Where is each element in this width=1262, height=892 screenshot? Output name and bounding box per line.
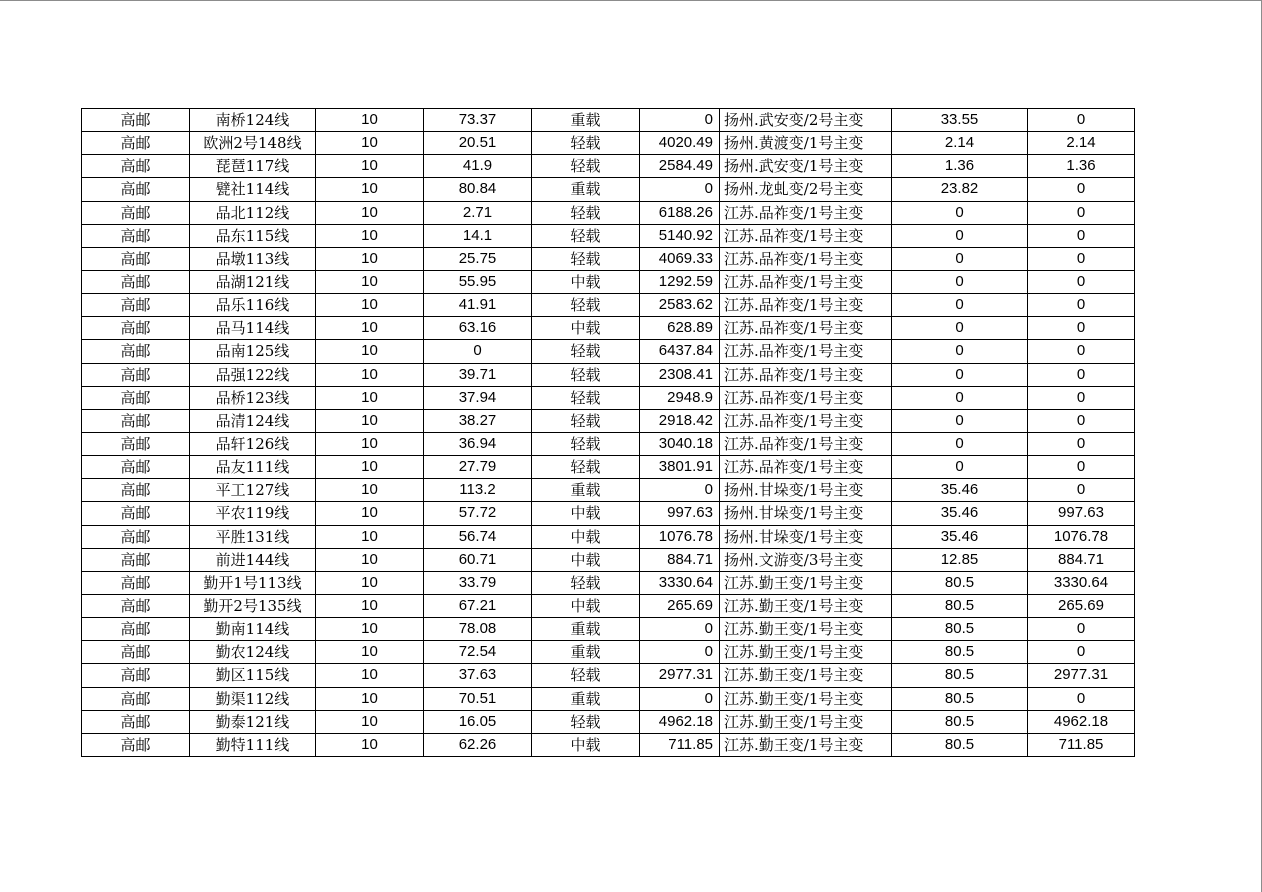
substation-transformer-cell[interactable]: 江苏.品祚变/1号主变 (720, 409, 892, 432)
table-row (82, 132, 1135, 155)
load-status-cell[interactable]: 轻载 (532, 155, 640, 178)
voltage-cell[interactable]: 10 (316, 594, 424, 617)
load-status-cell[interactable]: 轻载 (532, 201, 640, 224)
load-rate-cell[interactable]: 55.95 (424, 270, 532, 293)
table-row (82, 409, 1135, 432)
spare-capacity-cell[interactable]: 265.69 (640, 594, 720, 617)
transformer-load-rate-cell[interactable]: 0 (892, 247, 1028, 270)
load-rate-cell[interactable]: 73.37 (424, 109, 532, 132)
substation-transformer-cell[interactable]: 江苏.品祚变/1号主变 (720, 432, 892, 455)
load-status-cell[interactable]: 中载 (532, 525, 640, 548)
region-cell[interactable]: 高邮 (82, 270, 190, 293)
substation-transformer-cell[interactable]: 江苏.品祚变/1号主变 (720, 247, 892, 270)
load-rate-cell[interactable]: 25.75 (424, 247, 532, 270)
voltage-cell[interactable]: 10 (316, 525, 424, 548)
voltage-cell[interactable]: 10 (316, 733, 424, 756)
substation-transformer-cell[interactable]: 江苏.品祚变/1号主变 (720, 270, 892, 293)
load-status-cell[interactable]: 轻载 (532, 386, 640, 409)
table-row (82, 294, 1135, 317)
load-status-cell[interactable]: 轻载 (532, 710, 640, 733)
feeder-name-cell[interactable]: 品湖121线 (190, 270, 316, 293)
substation-transformer-cell[interactable]: 江苏.品祚变/1号主变 (720, 201, 892, 224)
transformer-load-rate-cell[interactable]: 0 (892, 340, 1028, 363)
feeder-name-cell[interactable]: 品南125线 (190, 340, 316, 363)
transformer-load-rate-cell[interactable]: 33.55 (892, 109, 1028, 132)
feeder-name-cell[interactable]: 勤渠112线 (190, 687, 316, 710)
spare-capacity-cell[interactable]: 711.85 (640, 733, 720, 756)
load-status-cell[interactable]: 中载 (532, 733, 640, 756)
load-status-cell[interactable]: 轻载 (532, 247, 640, 270)
transferable-capacity-cell[interactable]: 1.36 (1028, 155, 1135, 178)
table-row (82, 710, 1135, 733)
transferable-capacity-cell[interactable]: 997.63 (1028, 502, 1135, 525)
table-row (82, 641, 1135, 664)
voltage-cell[interactable]: 10 (316, 409, 424, 432)
load-rate-cell[interactable]: 16.05 (424, 710, 532, 733)
load-rate-cell[interactable]: 63.16 (424, 317, 532, 340)
load-status-cell[interactable]: 重载 (532, 109, 640, 132)
substation-transformer-cell[interactable]: 扬州.武安变/2号主变 (720, 109, 892, 132)
table-row (82, 109, 1135, 132)
voltage-cell[interactable]: 10 (316, 432, 424, 455)
table-row (82, 548, 1135, 571)
spare-capacity-cell[interactable]: 5140.92 (640, 224, 720, 247)
substation-transformer-cell[interactable]: 江苏.品祚变/1号主变 (720, 386, 892, 409)
transformer-load-rate-cell[interactable]: 80.5 (892, 664, 1028, 687)
transferable-capacity-cell[interactable]: 0 (1028, 479, 1135, 502)
load-rate-cell[interactable]: 80.84 (424, 178, 532, 201)
transferable-capacity-cell[interactable]: 0 (1028, 294, 1135, 317)
load-rate-cell[interactable]: 60.71 (424, 548, 532, 571)
spare-capacity-cell[interactable]: 0 (640, 109, 720, 132)
spare-capacity-cell[interactable]: 3801.91 (640, 456, 720, 479)
load-status-cell[interactable]: 轻载 (532, 294, 640, 317)
load-status-cell[interactable]: 重载 (532, 687, 640, 710)
voltage-cell[interactable]: 10 (316, 664, 424, 687)
region-cell[interactable]: 高邮 (82, 548, 190, 571)
substation-transformer-cell[interactable]: 江苏.品祚变/1号主变 (720, 340, 892, 363)
load-rate-cell[interactable]: 0 (424, 340, 532, 363)
table-row (82, 155, 1135, 178)
region-cell[interactable]: 高邮 (82, 710, 190, 733)
transferable-capacity-cell[interactable]: 2.14 (1028, 132, 1135, 155)
feeder-name-cell[interactable]: 平农119线 (190, 502, 316, 525)
feeder-name-cell[interactable]: 品友111线 (190, 456, 316, 479)
load-rate-cell[interactable]: 37.94 (424, 386, 532, 409)
feeder-name-cell[interactable]: 平胜131线 (190, 525, 316, 548)
transformer-load-rate-cell[interactable]: 0 (892, 294, 1028, 317)
transformer-load-rate-cell[interactable]: 0 (892, 224, 1028, 247)
transformer-load-rate-cell[interactable]: 35.46 (892, 525, 1028, 548)
spare-capacity-cell[interactable]: 4069.33 (640, 247, 720, 270)
voltage-cell[interactable]: 10 (316, 317, 424, 340)
table-row (82, 340, 1135, 363)
load-rate-cell[interactable]: 78.08 (424, 618, 532, 641)
table-row (82, 594, 1135, 617)
table-row (82, 201, 1135, 224)
voltage-cell[interactable]: 10 (316, 109, 424, 132)
feeder-name-cell[interactable]: 品桥123线 (190, 386, 316, 409)
substation-transformer-cell[interactable]: 江苏.品祚变/1号主变 (720, 224, 892, 247)
region-cell[interactable]: 高邮 (82, 340, 190, 363)
spare-capacity-cell[interactable]: 0 (640, 479, 720, 502)
region-cell[interactable]: 高邮 (82, 178, 190, 201)
substation-transformer-cell[interactable]: 扬州.甘垛变/1号主变 (720, 479, 892, 502)
voltage-cell[interactable]: 10 (316, 363, 424, 386)
feeder-name-cell[interactable]: 品东115线 (190, 224, 316, 247)
transferable-capacity-cell[interactable]: 0 (1028, 340, 1135, 363)
substation-transformer-cell[interactable]: 江苏.勤王变/1号主变 (720, 664, 892, 687)
load-status-cell[interactable]: 轻载 (532, 340, 640, 363)
transformer-load-rate-cell[interactable]: 1.36 (892, 155, 1028, 178)
voltage-cell[interactable]: 10 (316, 178, 424, 201)
spare-capacity-cell[interactable]: 628.89 (640, 317, 720, 340)
feeder-name-cell[interactable]: 琵琶117线 (190, 155, 316, 178)
transformer-load-rate-cell[interactable]: 0 (892, 409, 1028, 432)
voltage-cell[interactable]: 10 (316, 224, 424, 247)
substation-transformer-cell[interactable]: 扬州.武安变/1号主变 (720, 155, 892, 178)
load-status-cell[interactable]: 轻载 (532, 571, 640, 594)
load-status-cell[interactable]: 中载 (532, 317, 640, 340)
transferable-capacity-cell[interactable]: 0 (1028, 270, 1135, 293)
transferable-capacity-cell[interactable]: 884.71 (1028, 548, 1135, 571)
transformer-load-rate-cell[interactable]: 80.5 (892, 618, 1028, 641)
table-row (82, 363, 1135, 386)
feeder-name-cell[interactable]: 勤农124线 (190, 641, 316, 664)
region-cell[interactable]: 高邮 (82, 456, 190, 479)
region-cell[interactable]: 高邮 (82, 294, 190, 317)
load-rate-cell[interactable]: 38.27 (424, 409, 532, 432)
transferable-capacity-cell[interactable]: 0 (1028, 201, 1135, 224)
feeder-name-cell[interactable]: 勤特111线 (190, 733, 316, 756)
transformer-load-rate-cell[interactable]: 80.5 (892, 641, 1028, 664)
feeder-name-cell[interactable]: 品墩113线 (190, 247, 316, 270)
feeder-name-cell[interactable]: 勤区115线 (190, 664, 316, 687)
feeder-name-cell[interactable]: 品乐116线 (190, 294, 316, 317)
load-status-cell[interactable]: 中载 (532, 502, 640, 525)
load-rate-cell[interactable]: 27.79 (424, 456, 532, 479)
table-row (82, 664, 1135, 687)
load-status-cell[interactable]: 轻载 (532, 409, 640, 432)
spare-capacity-cell[interactable]: 1076.78 (640, 525, 720, 548)
region-cell[interactable]: 高邮 (82, 432, 190, 455)
table-row (82, 525, 1135, 548)
region-cell[interactable]: 高邮 (82, 363, 190, 386)
transferable-capacity-cell[interactable]: 0 (1028, 178, 1135, 201)
table-row (82, 456, 1135, 479)
table-row (82, 733, 1135, 756)
voltage-cell[interactable]: 10 (316, 641, 424, 664)
load-status-cell[interactable]: 轻载 (532, 363, 640, 386)
feeder-name-cell[interactable]: 品轩126线 (190, 432, 316, 455)
table-row (82, 618, 1135, 641)
transformer-load-rate-cell[interactable]: 0 (892, 386, 1028, 409)
region-cell[interactable]: 高邮 (82, 479, 190, 502)
feeder-name-cell[interactable]: 勤南114线 (190, 618, 316, 641)
spare-capacity-cell[interactable]: 1292.59 (640, 270, 720, 293)
transferable-capacity-cell[interactable]: 0 (1028, 409, 1135, 432)
region-cell[interactable]: 高邮 (82, 155, 190, 178)
transferable-capacity-cell[interactable]: 1076.78 (1028, 525, 1135, 548)
voltage-cell[interactable]: 10 (316, 687, 424, 710)
voltage-cell[interactable]: 10 (316, 155, 424, 178)
load-status-cell[interactable]: 中载 (532, 594, 640, 617)
load-rate-cell[interactable]: 36.94 (424, 432, 532, 455)
feeder-name-cell[interactable]: 品北112线 (190, 201, 316, 224)
spare-capacity-cell[interactable]: 2308.41 (640, 363, 720, 386)
transferable-capacity-cell[interactable]: 711.85 (1028, 733, 1135, 756)
feeder-name-cell[interactable]: 前进144线 (190, 548, 316, 571)
transferable-capacity-cell[interactable]: 4962.18 (1028, 710, 1135, 733)
region-cell[interactable]: 高邮 (82, 618, 190, 641)
load-rate-cell[interactable]: 20.51 (424, 132, 532, 155)
load-rate-cell[interactable]: 72.54 (424, 641, 532, 664)
substation-transformer-cell[interactable]: 江苏.品祚变/1号主变 (720, 363, 892, 386)
transferable-capacity-cell[interactable]: 0 (1028, 641, 1135, 664)
transferable-capacity-cell[interactable]: 0 (1028, 224, 1135, 247)
voltage-cell[interactable]: 10 (316, 502, 424, 525)
substation-transformer-cell[interactable]: 江苏.品祚变/1号主变 (720, 317, 892, 340)
transferable-capacity-cell[interactable]: 0 (1028, 456, 1135, 479)
substation-transformer-cell[interactable]: 江苏.勤王变/1号主变 (720, 641, 892, 664)
transformer-load-rate-cell[interactable]: 80.5 (892, 687, 1028, 710)
feeder-name-cell[interactable]: 品清124线 (190, 409, 316, 432)
substation-transformer-cell[interactable]: 江苏.勤王变/1号主变 (720, 733, 892, 756)
load-rate-cell[interactable]: 41.91 (424, 294, 532, 317)
load-status-cell[interactable]: 轻载 (532, 456, 640, 479)
voltage-cell[interactable]: 10 (316, 618, 424, 641)
transformer-load-rate-cell[interactable]: 0 (892, 201, 1028, 224)
region-cell[interactable]: 高邮 (82, 664, 190, 687)
spare-capacity-cell[interactable]: 0 (640, 687, 720, 710)
load-status-cell[interactable]: 重载 (532, 178, 640, 201)
transformer-load-rate-cell[interactable]: 0 (892, 363, 1028, 386)
voltage-cell[interactable]: 10 (316, 456, 424, 479)
substation-transformer-cell[interactable]: 扬州.龙虬变/2号主变 (720, 178, 892, 201)
feeder-name-cell[interactable]: 平工127线 (190, 479, 316, 502)
spare-capacity-cell[interactable]: 2977.31 (640, 664, 720, 687)
region-cell[interactable]: 高邮 (82, 733, 190, 756)
region-cell[interactable]: 高邮 (82, 317, 190, 340)
feeder-name-cell[interactable]: 勤泰121线 (190, 710, 316, 733)
substation-transformer-cell[interactable]: 江苏.勤王变/1号主变 (720, 710, 892, 733)
table-row (82, 571, 1135, 594)
region-cell[interactable]: 高邮 (82, 132, 190, 155)
transformer-load-rate-cell[interactable]: 0 (892, 317, 1028, 340)
transformer-load-rate-cell[interactable]: 2.14 (892, 132, 1028, 155)
transformer-load-rate-cell[interactable]: 12.85 (892, 548, 1028, 571)
region-cell[interactable]: 高邮 (82, 641, 190, 664)
load-status-cell[interactable]: 重载 (532, 618, 640, 641)
table-row (82, 687, 1135, 710)
load-status-cell[interactable]: 重载 (532, 479, 640, 502)
region-cell[interactable]: 高邮 (82, 571, 190, 594)
transferable-capacity-cell[interactable]: 3330.64 (1028, 571, 1135, 594)
substation-transformer-cell[interactable]: 扬州.黄渡变/1号主变 (720, 132, 892, 155)
table-row (82, 479, 1135, 502)
transformer-load-rate-cell[interactable]: 80.5 (892, 594, 1028, 617)
substation-transformer-cell[interactable]: 扬州.甘垛变/1号主变 (720, 525, 892, 548)
load-rate-cell[interactable]: 14.1 (424, 224, 532, 247)
region-cell[interactable]: 高邮 (82, 224, 190, 247)
load-status-cell[interactable]: 轻载 (532, 224, 640, 247)
voltage-cell[interactable]: 10 (316, 201, 424, 224)
load-status-cell[interactable]: 轻载 (532, 432, 640, 455)
spare-capacity-cell[interactable]: 884.71 (640, 548, 720, 571)
transferable-capacity-cell[interactable]: 2977.31 (1028, 664, 1135, 687)
voltage-cell[interactable]: 10 (316, 247, 424, 270)
feeder-name-cell[interactable]: 品强122线 (190, 363, 316, 386)
load-rate-cell[interactable]: 62.26 (424, 733, 532, 756)
table-row (82, 502, 1135, 525)
voltage-cell[interactable]: 10 (316, 571, 424, 594)
transferable-capacity-cell[interactable]: 0 (1028, 363, 1135, 386)
load-rate-cell[interactable]: 70.51 (424, 687, 532, 710)
transferable-capacity-cell[interactable]: 0 (1028, 317, 1135, 340)
region-cell[interactable]: 高邮 (82, 109, 190, 132)
transformer-load-rate-cell[interactable]: 35.46 (892, 502, 1028, 525)
table-row (82, 178, 1135, 201)
substation-transformer-cell[interactable]: 江苏.勤王变/1号主变 (720, 687, 892, 710)
transformer-load-rate-cell[interactable]: 35.46 (892, 479, 1028, 502)
region-cell[interactable]: 高邮 (82, 386, 190, 409)
table-row (82, 432, 1135, 455)
feeder-name-cell[interactable]: 品马114线 (190, 317, 316, 340)
voltage-cell[interactable]: 10 (316, 270, 424, 293)
table-row (82, 317, 1135, 340)
voltage-cell[interactable]: 10 (316, 479, 424, 502)
spare-capacity-cell[interactable]: 4020.49 (640, 132, 720, 155)
substation-transformer-cell[interactable]: 江苏.勤王变/1号主变 (720, 594, 892, 617)
load-rate-cell[interactable]: 67.21 (424, 594, 532, 617)
region-cell[interactable]: 高邮 (82, 409, 190, 432)
load-rate-cell[interactable]: 2.71 (424, 201, 532, 224)
transferable-capacity-cell[interactable]: 0 (1028, 432, 1135, 455)
table-body (82, 109, 1135, 757)
transferable-capacity-cell[interactable]: 0 (1028, 109, 1135, 132)
spare-capacity-cell[interactable]: 2948.9 (640, 386, 720, 409)
transferable-capacity-cell[interactable]: 0 (1028, 386, 1135, 409)
spare-capacity-cell[interactable]: 0 (640, 618, 720, 641)
feeder-load-table (81, 108, 1135, 757)
region-cell[interactable]: 高邮 (82, 502, 190, 525)
transformer-load-rate-cell[interactable]: 0 (892, 270, 1028, 293)
load-status-cell[interactable]: 轻载 (532, 664, 640, 687)
spare-capacity-cell[interactable]: 6188.26 (640, 201, 720, 224)
spare-capacity-cell[interactable]: 3040.18 (640, 432, 720, 455)
table-row (82, 247, 1135, 270)
voltage-cell[interactable]: 10 (316, 386, 424, 409)
transformer-load-rate-cell[interactable]: 0 (892, 456, 1028, 479)
region-cell[interactable]: 高邮 (82, 525, 190, 548)
substation-transformer-cell[interactable]: 扬州.文游变/3号主变 (720, 548, 892, 571)
voltage-cell[interactable]: 10 (316, 710, 424, 733)
load-rate-cell[interactable]: 37.63 (424, 664, 532, 687)
spare-capacity-cell[interactable]: 4962.18 (640, 710, 720, 733)
load-rate-cell[interactable]: 56.74 (424, 525, 532, 548)
spare-capacity-cell[interactable]: 2918.42 (640, 409, 720, 432)
region-cell[interactable]: 高邮 (82, 201, 190, 224)
spare-capacity-cell[interactable]: 997.63 (640, 502, 720, 525)
feeder-name-cell[interactable]: 勤开2号135线 (190, 594, 316, 617)
transferable-capacity-cell[interactable]: 0 (1028, 247, 1135, 270)
table-row (82, 270, 1135, 293)
load-status-cell[interactable]: 重载 (532, 641, 640, 664)
load-status-cell[interactable]: 中载 (532, 548, 640, 571)
load-rate-cell[interactable]: 33.79 (424, 571, 532, 594)
transferable-capacity-cell[interactable]: 0 (1028, 687, 1135, 710)
region-cell[interactable]: 高邮 (82, 594, 190, 617)
spare-capacity-cell[interactable]: 2584.49 (640, 155, 720, 178)
transformer-load-rate-cell[interactable]: 80.5 (892, 571, 1028, 594)
voltage-cell[interactable]: 10 (316, 548, 424, 571)
substation-transformer-cell[interactable]: 江苏.品祚变/1号主变 (720, 294, 892, 317)
spare-capacity-cell[interactable]: 6437.84 (640, 340, 720, 363)
load-rate-cell[interactable]: 41.9 (424, 155, 532, 178)
transformer-load-rate-cell[interactable]: 0 (892, 432, 1028, 455)
substation-transformer-cell[interactable]: 江苏.勤王变/1号主变 (720, 571, 892, 594)
substation-transformer-cell[interactable]: 江苏.品祚变/1号主变 (720, 456, 892, 479)
transferable-capacity-cell[interactable]: 0 (1028, 618, 1135, 641)
feeder-name-cell[interactable]: 甓社114线 (190, 178, 316, 201)
spare-capacity-cell[interactable]: 3330.64 (640, 571, 720, 594)
voltage-cell[interactable]: 10 (316, 132, 424, 155)
transformer-load-rate-cell[interactable]: 23.82 (892, 178, 1028, 201)
table-row (82, 224, 1135, 247)
transferable-capacity-cell[interactable]: 265.69 (1028, 594, 1135, 617)
voltage-cell[interactable]: 10 (316, 340, 424, 363)
spare-capacity-cell[interactable]: 0 (640, 178, 720, 201)
region-cell[interactable]: 高邮 (82, 687, 190, 710)
spare-capacity-cell[interactable]: 2583.62 (640, 294, 720, 317)
substation-transformer-cell[interactable]: 江苏.勤王变/1号主变 (720, 618, 892, 641)
feeder-name-cell[interactable]: 欧洲2号148线 (190, 132, 316, 155)
table-row (82, 386, 1135, 409)
feeder-name-cell[interactable]: 南桥124线 (190, 109, 316, 132)
load-status-cell[interactable]: 轻载 (532, 132, 640, 155)
load-status-cell[interactable]: 中载 (532, 270, 640, 293)
transformer-load-rate-cell[interactable]: 80.5 (892, 710, 1028, 733)
load-rate-cell[interactable]: 39.71 (424, 363, 532, 386)
feeder-name-cell[interactable]: 勤开1号113线 (190, 571, 316, 594)
load-rate-cell[interactable]: 57.72 (424, 502, 532, 525)
transformer-load-rate-cell[interactable]: 80.5 (892, 733, 1028, 756)
voltage-cell[interactable]: 10 (316, 294, 424, 317)
load-rate-cell[interactable]: 113.2 (424, 479, 532, 502)
spare-capacity-cell[interactable]: 0 (640, 641, 720, 664)
substation-transformer-cell[interactable]: 扬州.甘垛变/1号主变 (720, 502, 892, 525)
region-cell[interactable]: 高邮 (82, 247, 190, 270)
